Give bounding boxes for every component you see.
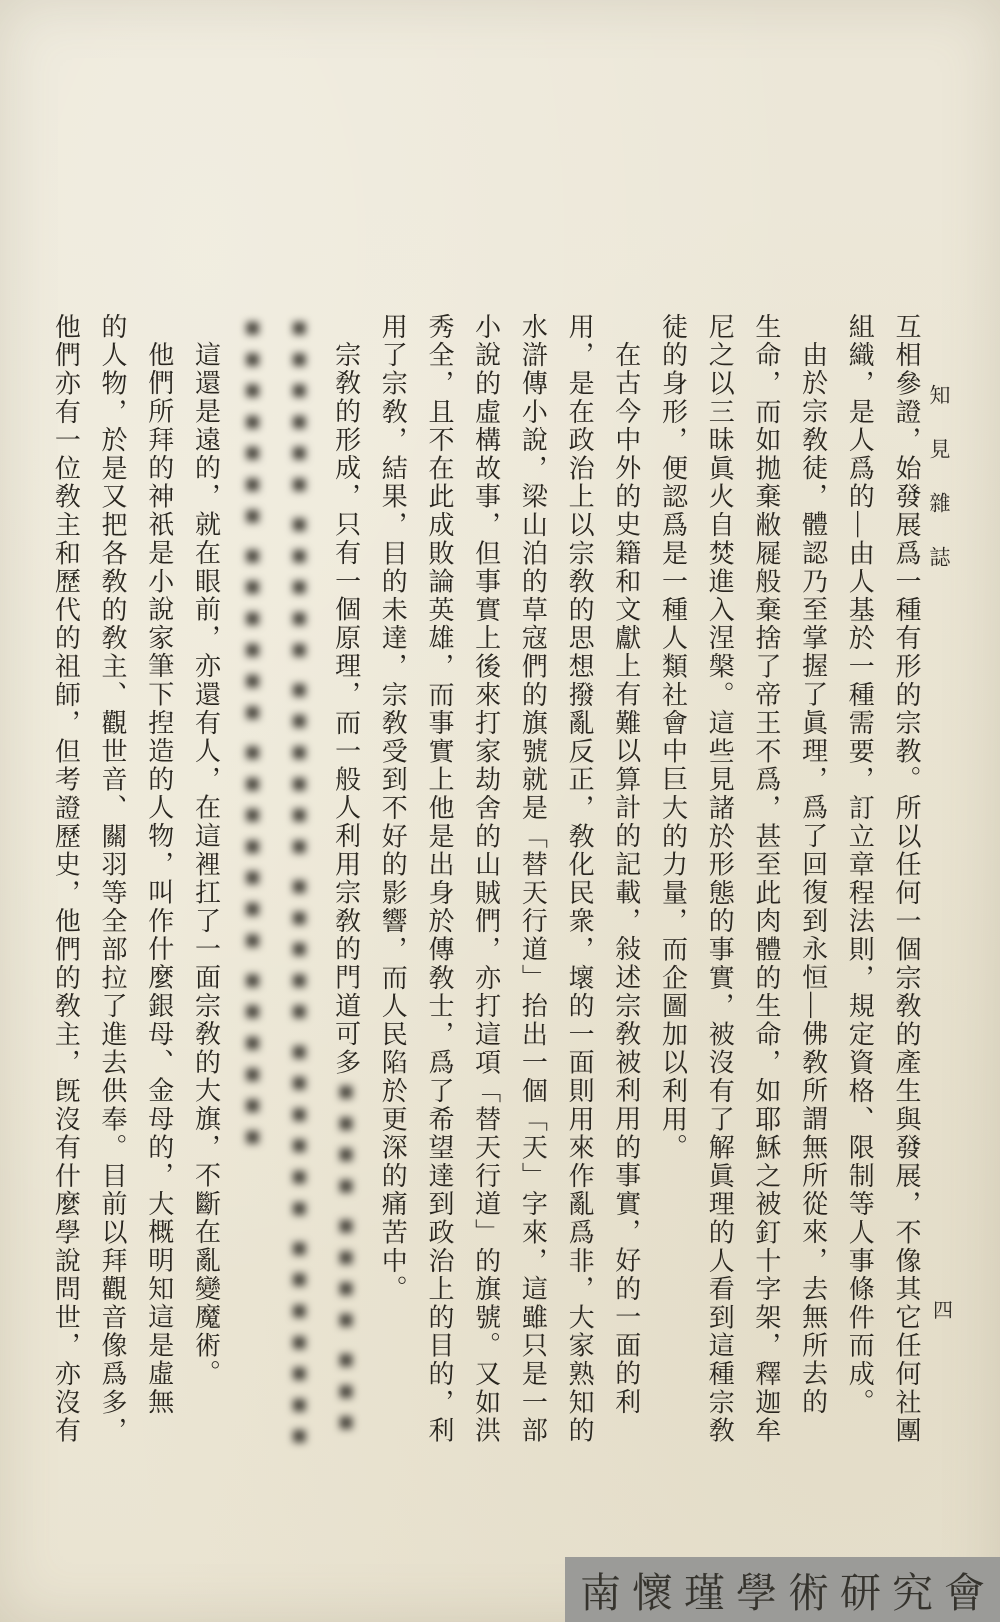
watermark-text: 南懷瑾學術研究會 [580,1570,996,1616]
text-column-17 [135,313,182,1463]
text-column-7 [602,313,649,1463]
text-column-5 [695,313,742,1463]
magazine-title: 知見雜誌 [927,384,951,600]
column-text: 由於宗敎徒，體認乃至掌握了眞理，爲了回復到永恒—佛敎所謂無所從來，去無所去的 [798,341,828,1417]
column-text: 他們所拜的神祇是小說家筆下揑造的人物，叫作什麼銀母、金母的，大概明知這是虛無 [144,341,174,1417]
page-number: 四 [933,1300,953,1322]
column-text: 秀全，且不在此成敗論英雄，而事實上他是出身於傳敎士，爲了希望達到政治上的目的，利 [424,313,454,1445]
text-column-10 [462,313,509,1463]
text-column-16 [182,313,229,1463]
column-text: 互相參證，始發展爲一種有形的宗教。所以任何一個宗敎的產生與發展，不像其它任何社團 [892,313,921,1445]
column-text: 這還是遠的，就在眼前，亦還有人，在這裡扛了一面宗敎的大旗，不斷在亂變魔術。 [191,341,221,1389]
column-text: 小說的虛構故事，但事實上後來打家劫舍的山賊們，亦打這項「替天行道」的旗號。又如洪 [471,313,501,1445]
text-column-9 [509,313,556,1463]
text-column-3 [789,313,836,1463]
redacted-text: ■■■■■■■ ■■■■■■ ■■■■■■■ ■■■■■■ [238,313,268,1154]
text-column-12 [369,313,416,1463]
text-column-8 [555,313,602,1463]
text-column-11 [415,313,462,1463]
text-column-18 [88,313,135,1463]
text-column-6 [649,313,696,1463]
watermark-band [565,1557,1000,1622]
redacted-text: ■■■■ ■■■■ ■■■ [331,1076,361,1439]
redacted-text: ■■■■■■ ■■■■■ ■■■■■■ ■■■■■ ■■■■■■ ■■■■■■■ [284,313,314,1453]
column-text: 宗敎的形成，只有一個原理，而一般人利用宗敎的門道可多 [331,341,361,1077]
column-text: 用，是在政治上以宗敎的思想撥亂反正，敎化民衆，壞的一面則用來作亂爲非，大家熟知的 [565,313,595,1445]
column-text: 水滸傳小說，梁山泊的草寇們的旗號就是「替天行道」抬出一個「天」字來，這雖只是一部 [518,313,548,1445]
column-text: 生命，而如拋棄敝屣般棄捨了帝王不爲，甚至此肉體的生命，如耶穌之被釘十字架，釋迦牟 [751,313,781,1445]
text-column-13 [322,313,369,1463]
column-text: 組織，是人爲的—由人基於一種需要，訂立章程法則，規定資格、限制等人事條件而成。 [845,313,875,1417]
text-column-1 [882,313,929,1463]
text-column-15 [228,313,275,1463]
text-column-2 [836,313,883,1463]
column-text: 的人物，於是又把各敎的敎主、觀世音、關羽等全部拉了進去供奉。目前以拜觀音像爲多， [98,313,128,1445]
text-column-19 [42,313,89,1463]
column-text: 尼之以三昧眞火自焚進入涅槃。這些見諸於形態的事實，被沒有了解眞理的人看到這種宗敎 [705,313,735,1445]
column-text: 用了宗敎，結果，目的未達，宗敎受到不好的影響，而人民陷於更深的痛苦中。 [378,313,408,1304]
column-text: 他們亦有一位敎主和歷代的祖師，但考證歷史，他們的敎主，旣沒有什麼學說問世，亦沒有 [51,313,81,1445]
text-column-14 [275,313,322,1463]
text-column-4 [742,313,789,1463]
column-text: 在古今中外的史籍和文獻上有難以算計的記載，敍述宗敎被利用的事實，好的一面的利 [611,341,641,1417]
column-text: 徒的身形，便認爲是一種人類社會中巨大的力量，而企圖加以利用。 [658,313,688,1162]
page-text-block [40,313,929,1463]
